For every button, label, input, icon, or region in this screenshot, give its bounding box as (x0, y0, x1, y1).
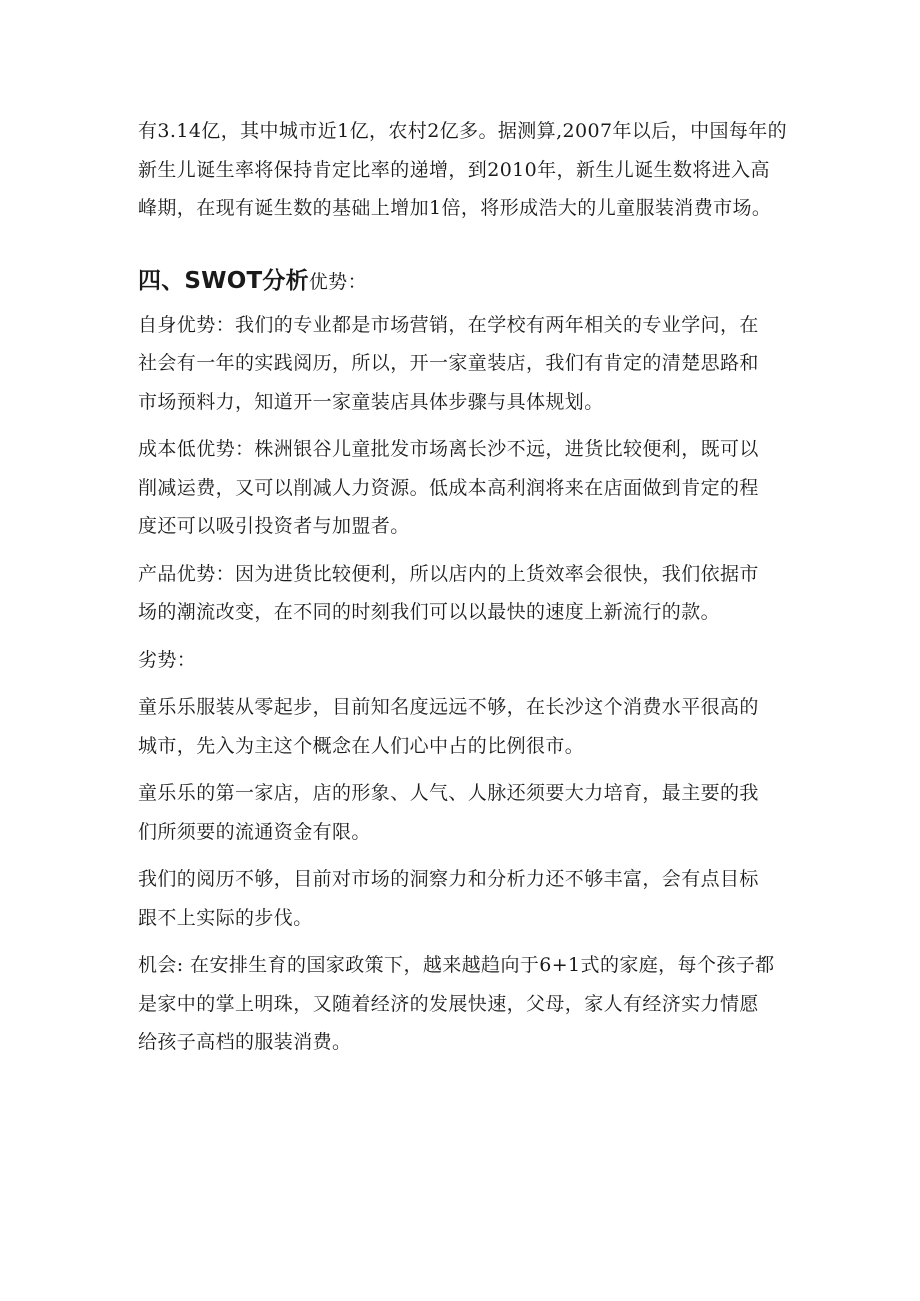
section-heading-title: 四、SWOT分析 (138, 267, 309, 294)
section-heading-subtitle: 优势： (308, 270, 367, 293)
paragraph-weakness-label: 劣势： (138, 648, 197, 671)
intro-paragraph: 有3.14亿，其中城市近1亿，农村2亿多。据测算,2007年以后，中国每年的 新生儿诞生率将保持肯定比率的递增，到2010年，新生儿诞生数将进入高 峰期，在现有诞生数的基础上增加1倍，将形成浩大的儿童服装消费市场。 (138, 120, 788, 219)
section-heading (138, 261, 788, 302)
paragraph-cost-advantage: 成本低优势：株洲银谷儿童批发市场离长沙不远，进货比较便利，既可以 削减运费，又可以削减人力资源。低成本高利润将来在店面做到肯定的程 度还可以吸引投资者与加盟者。 (138, 438, 759, 537)
paragraph-weakness-capital: 童乐乐的第一家店，店的形象、人气、人脉还须要大力培育，最主要的我 们所须要的流通资金有限。 (138, 782, 759, 843)
paragraph-opportunity: 机会: 在安排生育的国家政策下，越来越趋向于6+1式的家庭，每个孩子都 是家中的掌上明珠，又随着经济的发展快速，父母，家人有经济实力情愿 给孩子高档的服装消费。 (138, 954, 775, 1053)
document-body (138, 112, 788, 1071)
paragraph-self-advantage: 自身优势：我们的专业都是市场营销，在学校有两年相关的专业学问，在 社会有一年的实践阅历，所以，开一家童装店，我们有肯定的清楚思路和 市场预料力，知道开一家童装店具体步骤与具体规划。 (138, 313, 759, 413)
paragraph-weakness-awareness: 童乐乐服装从零起步，目前知名度远远不够，在长沙这个消费水平很高的 城市，先入为主这个概念在人们心中占的比例很市。 (138, 696, 759, 757)
paragraph-weakness-experience: 我们的阅历不够，目前对市场的洞察力和分析力还不够丰富，会有点目标 跟不上实际的步伐。 (138, 868, 759, 929)
paragraph-product-advantage: 产品优势：因为进货比较便利，所以店内的上货效率会很快，我们依据市 场的潮流改变，在不同的时刻我们可以以最快的速度上新流行的款。 (138, 562, 759, 623)
